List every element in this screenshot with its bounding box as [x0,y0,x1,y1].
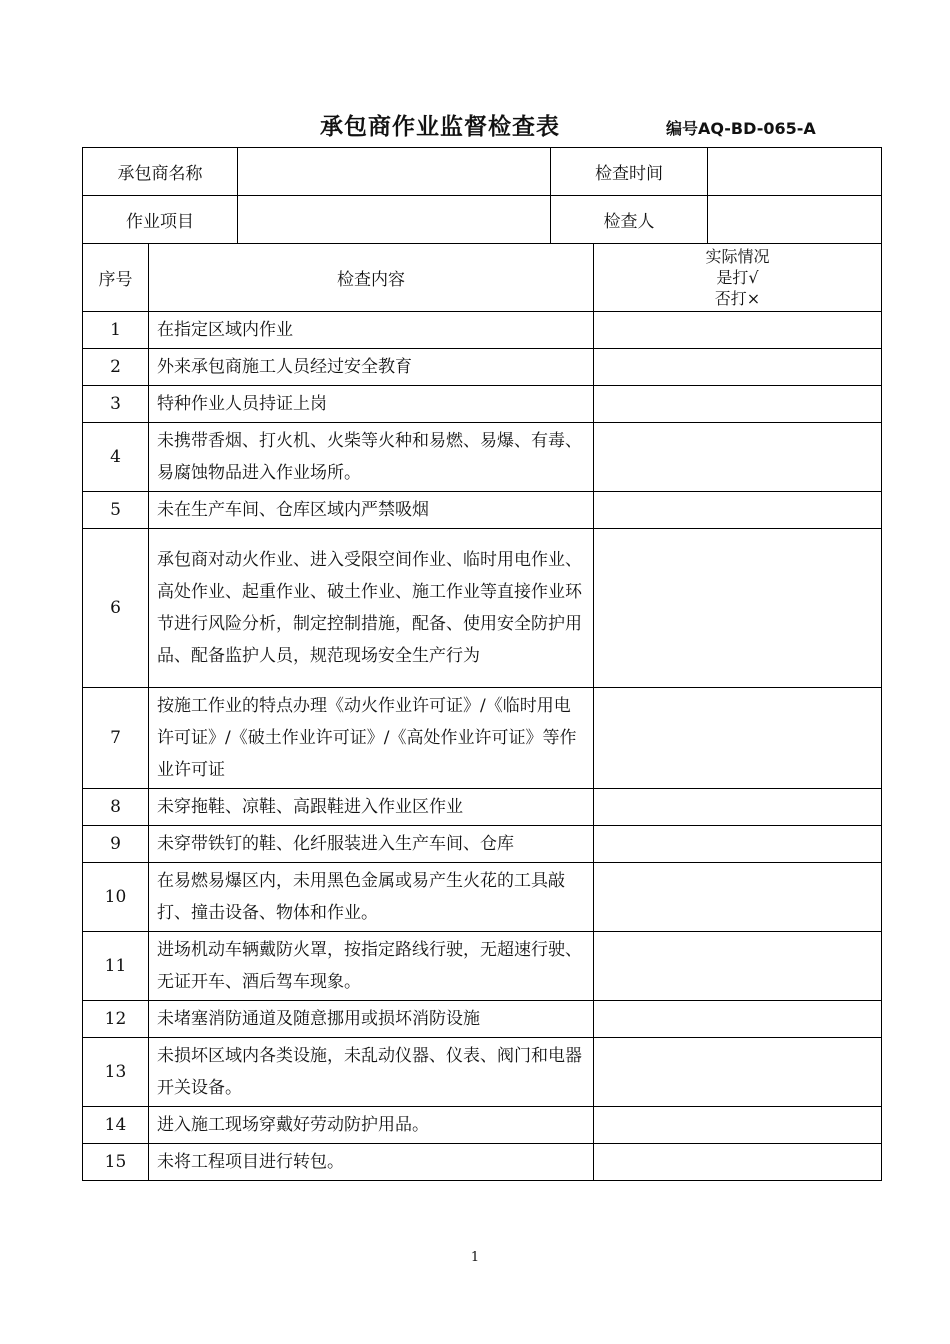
item-status-cell[interactable] [594,789,882,826]
status-header-line3: 否打× [714,289,761,308]
checklist-row [83,1038,882,1107]
header-table [82,147,882,244]
checklist-row [83,349,882,386]
item-status-cell[interactable] [594,312,882,349]
item-status-cell[interactable] [594,386,882,423]
page-number: 1 [470,1250,480,1265]
item-status-cell[interactable] [594,423,882,492]
item-status-cell[interactable] [594,529,882,688]
contractor-name-field[interactable] [238,148,551,196]
checklist-row [83,688,882,789]
item-number: 11 [83,932,149,1001]
checklist-row [83,312,882,349]
item-status-cell[interactable] [594,492,882,529]
item-status-cell[interactable] [594,932,882,1001]
checklist-table [82,243,882,1181]
checklist-row [83,492,882,529]
work-project-field[interactable] [238,196,551,244]
item-content: 进场机动车辆戴防火罩，按指定路线行驶，无超速行驶、无证开车、酒后驾车现象。 [149,932,594,1001]
item-number: 6 [83,529,149,688]
checklist-row [83,826,882,863]
inspector-field[interactable] [708,196,882,244]
item-content: 未穿拖鞋、凉鞋、高跟鞋进入作业区作业 [149,789,594,826]
item-content: 未堵塞消防通道及随意挪用或损坏消防设施 [149,1001,594,1038]
item-content: 未穿带铁钉的鞋、化纤服装进入生产车间、仓库 [149,826,594,863]
title-row [0,108,950,144]
checklist-body [83,312,882,1181]
item-number: 14 [83,1107,149,1144]
item-number: 2 [83,349,149,386]
item-status-cell[interactable] [594,1001,882,1038]
document-title: 承包商作业监督检查表 [320,114,560,140]
item-number: 12 [83,1001,149,1038]
column-header-status [594,244,882,312]
item-number: 4 [83,423,149,492]
checklist-row [83,932,882,1001]
item-status-cell[interactable] [594,826,882,863]
checklist-row [83,789,882,826]
header-row-project [83,196,882,244]
item-status-cell[interactable] [594,688,882,789]
inspector-label: 检查人 [551,196,708,244]
checklist-row [83,529,882,688]
status-header-line1: 实际情况 [705,247,770,266]
item-status-cell[interactable] [594,349,882,386]
checklist-row [83,1144,882,1181]
item-status-cell[interactable] [594,863,882,932]
item-content: 未携带香烟、打火机、火柴等火种和易燃、易爆、有毒、易腐蚀物品进入作业场所。 [149,423,594,492]
column-header-number: 序号 [83,244,149,312]
item-content: 进入施工现场穿戴好劳动防护用品。 [149,1107,594,1144]
item-number: 9 [83,826,149,863]
column-header-content: 检查内容 [149,244,594,312]
item-content: 特种作业人员持证上岗 [149,386,594,423]
item-content: 在指定区域内作业 [149,312,594,349]
contractor-name-label: 承包商名称 [83,148,238,196]
item-number: 3 [83,386,149,423]
inspection-time-label: 检查时间 [551,148,708,196]
item-content: 外来承包商施工人员经过安全教育 [149,349,594,386]
document-code: 编号AQ-BD-065-A [666,119,816,138]
item-status-cell[interactable] [594,1107,882,1144]
item-status-cell[interactable] [594,1038,882,1107]
item-content: 在易燃易爆区内，未用黑色金属或易产生火花的工具敲打、撞击设备、物体和作业。 [149,863,594,932]
item-number: 10 [83,863,149,932]
checklist-row [83,423,882,492]
work-project-label: 作业项目 [83,196,238,244]
item-number: 1 [83,312,149,349]
item-content: 未在生产车间、仓库区域内严禁吸烟 [149,492,594,529]
checklist-row [83,1001,882,1038]
item-number: 13 [83,1038,149,1107]
header-row-contractor [83,148,882,196]
item-content: 承包商对动火作业、进入受限空间作业、临时用电作业、高处作业、起重作业、破土作业、施工作业等直接作业环节进行风险分析，制定控制措施，配备、使用安全防护用品、配备监护人员，规范现场安全生产行为 [149,529,594,688]
status-header-line2: 是打√ [716,268,759,287]
checklist-row [83,863,882,932]
item-number: 15 [83,1144,149,1181]
inspection-time-field[interactable] [708,148,882,196]
item-number: 8 [83,789,149,826]
checklist-row [83,386,882,423]
item-number: 7 [83,688,149,789]
checklist-header-row [83,244,882,312]
item-content: 未将工程项目进行转包。 [149,1144,594,1181]
item-status-cell[interactable] [594,1144,882,1181]
item-number: 5 [83,492,149,529]
checklist-row [83,1107,882,1144]
item-content: 按施工作业的特点办理《动火作业许可证》/《临时用电许可证》/《破土作业许可证》/《高处作业许可证》等作业许可证 [149,688,594,789]
item-content: 未损坏区域内各类设施，未乱动仪器、仪表、阀门和电器开关设备。 [149,1038,594,1107]
